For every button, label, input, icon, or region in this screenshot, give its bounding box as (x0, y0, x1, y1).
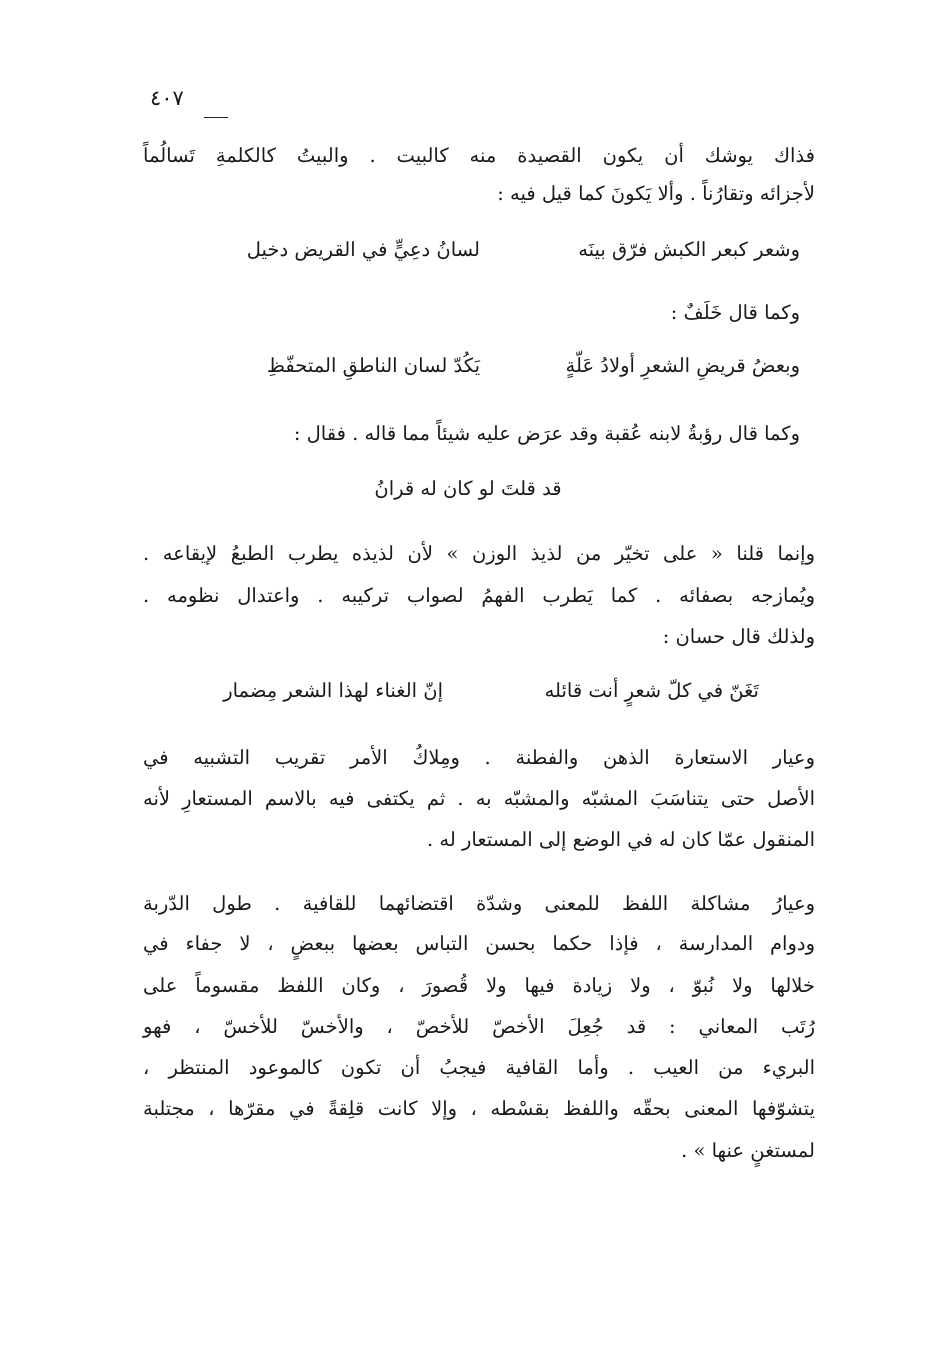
text-line: وإنما قلنا « على تخيّر من لذيذ الوزن » لأن لذيذه يطرب الطبعُ لإيقاعه . (143, 542, 815, 565)
text-line: ولذلك قال حسان : (662, 625, 815, 648)
text-line: رُتَب المعاني : قد جُعِلَ الأخصّ للأخصّ ، والأخسّ للأخسّ ، فهو (143, 1015, 815, 1038)
text-line: وعيار الاستعارة الذهن والفطنة . ومِلاكُ الأمر تقريب التشبيه في (143, 746, 815, 769)
text-line: خلالها ولا نُبوّ ، ولا زيادة فيها ولا قُصورَ ، وكان اللفظ مقسوماً على (143, 974, 815, 997)
text-line: ويُمازجه بصفائه . كما يَطرب الفهمُ لصواب تركيبه . واعتدال نظومه . (143, 584, 815, 607)
verse-hemistich-first: وبعضُ قريضِ الشعرِ أولادُ عَلّةٍ (565, 354, 800, 377)
verse-hemistich-second: إنّ الغناء لهذا الشعر مِضمار (223, 679, 443, 702)
text-line: لأجزائه وتقارُناً . وألا يَكونَ كما قيل فيه : (497, 182, 815, 205)
text-line: وكما قال رؤبةُ لابنه عُقبة وقد عرَض عليه شيئاً مما قاله . فقال : (293, 422, 800, 445)
text-line: وعيارُ مشاكلة اللفظ للمعنى وشدّة اقتضائهما للقافية . طول الدّربة (143, 892, 815, 915)
verse-hemistich-second: لسانُ دعِيٍّ في القريض دخيل (246, 238, 480, 261)
page-number-rule (204, 117, 228, 118)
text-line: الأصل حتى يتناسَبَ المشبّه والمشبّه به . ثم يكتفى فيه بالاسم المستعارِ لأنه (143, 787, 815, 810)
text-line: ودوام المدارسة ، فإذا حكما بحسن التباس بعضها ببعضٍ ، لا جفاء في (143, 932, 815, 955)
verse-hemistich-first: وشعر كبعر الكبش فرّق بينَه (578, 238, 800, 261)
text-line: فذاك يوشك أن يكون القصيدة منه كالبيت . والبيتُ كالكلمةِ تَسالُماً (143, 144, 815, 167)
text-line: يتشوّفها المعنى بحقّه واللفظ بقسْطه ، وإلا كانت قلِقةً في مقرّها ، مجتلبة (143, 1097, 815, 1120)
page-number: ٤٠٧ (150, 86, 184, 110)
verse-hemistich-second: يَكُدّ لسان الناطقِ المتحفّظِ (266, 354, 480, 377)
text-line: البريء من العيب . وأما القافية فيجبُ أن تكون كالموعود المنتظر ، (143, 1056, 815, 1079)
text-line: لمستغنٍ عنها » . (681, 1139, 815, 1162)
text-line: المنقول عمّا كان له في الوضع إلى المستعار له . (426, 828, 815, 851)
verse-hemistich-first: تَغَنّ في كلّ شعرٍ أنت قائله (544, 679, 759, 702)
verse-line: قد قلتَ لو كان له قرانُ (374, 477, 562, 500)
text-line: وكما قال خَلَفٌ : (670, 301, 800, 324)
